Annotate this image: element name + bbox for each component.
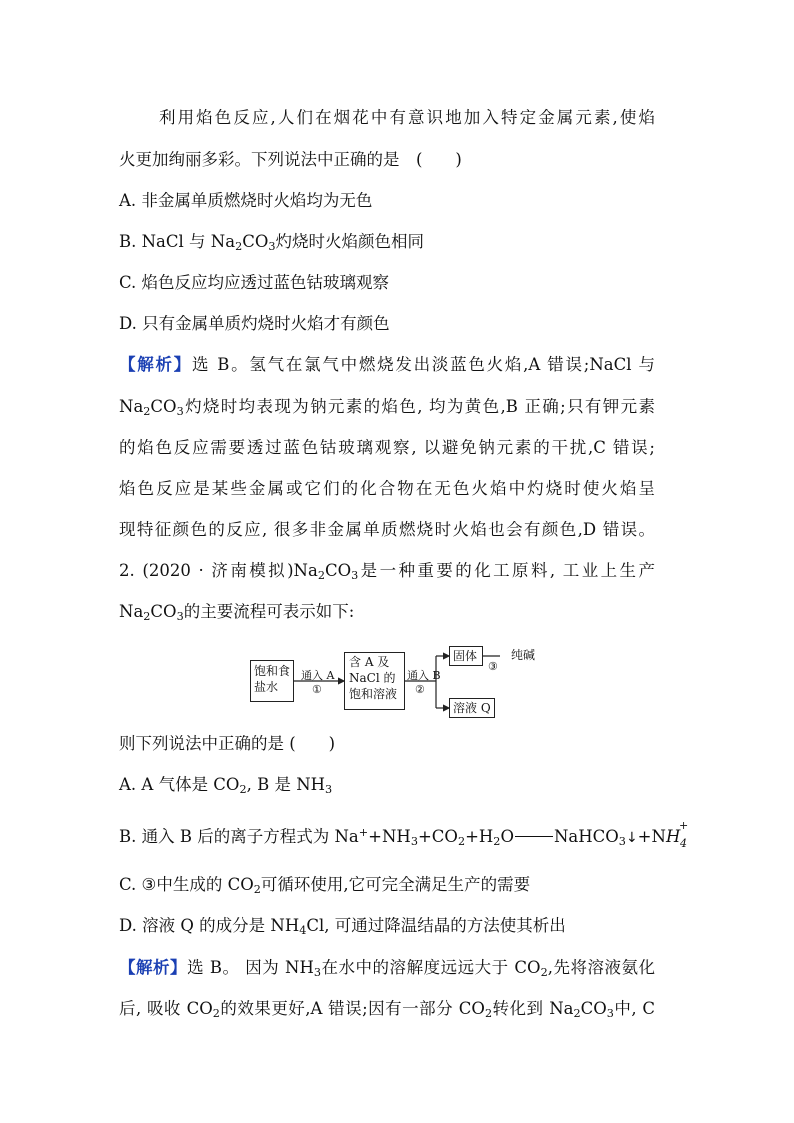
q1-answer-line3: 的焰色反应需要透过蓝色钴玻璃观察, 以避免钠元素的干扰,C 错误; (119, 438, 655, 457)
q2-answer-line1: 【解析】选 B。 因为 $NH_3$在水中的溶解度远远大于 $CO_2$,先将溶液氨化 (119, 958, 656, 979)
q2-option-b: B. 通入 B 后的离子方程式为 $Na^++NH_3+CO_2+H_2O$ NaHCO$_3$↓+NH 4 + (119, 819, 689, 851)
flow-step1-number: ① (312, 683, 322, 696)
q1-option-b: B. NaCl 与 $Na_2CO_3$灼烧时火焰颜色相同 (119, 232, 424, 253)
flow-box-solution-q: 溶液 Q (449, 698, 495, 718)
flow-step3-number: ③ (488, 660, 498, 673)
flow-box-soda-ash: 纯碱 (508, 646, 544, 666)
q1-stem-line1: 利用焰色反应,人们在烟花中有意识地加入特定金属元素,使焰 (159, 108, 655, 127)
flow-step2-number: ② (415, 683, 425, 696)
q1-option-c: C. 焰色反应均应透过蓝色钴玻璃观察 (119, 273, 390, 292)
q2-prompt: 则下列说法中正确的是 ( ) (119, 734, 336, 753)
answer-tag: 【解析】 (119, 958, 188, 977)
q1-answer-line4: 焰色反应是某些金属或它们的化合物在无色火焰中灼烧时使火焰呈 (119, 479, 655, 498)
q2-stem-line1: 2. (2020 · 济南模拟)$Na_2CO_3$是一种重要的化工原料, 工业上生产 (119, 561, 655, 582)
process-flow-diagram (250, 648, 536, 720)
flow-box-saturated-brine: 饱和食盐水 (250, 660, 294, 702)
q1-stem-line2: 火更加绚丽多彩。下列说法中正确的是 ( ) (119, 150, 462, 169)
q2-option-a: A. A 气体是 $CO_2$, B 是 $NH_3$ (119, 775, 333, 796)
q1-answer-line2: $Na_2CO_3$灼烧时均表现为钠元素的焰色, 均为黄色,B 正确;只有钾元素 (119, 397, 655, 418)
ammonium-ion: H 4 + (665, 819, 689, 851)
q1-answer-line5: 现特征颜色的反应, 很多非金属单质燃烧时火焰也会有颜色,D 错误。 (119, 520, 655, 539)
q1-answer-line1: 【解析】选 B。氢气在氯气中燃烧发出淡蓝色火焰,A 错误;NaCl 与 (119, 355, 655, 374)
answer-tag: 【解析】 (119, 355, 192, 374)
precipitate-arrow-icon: ↓ (625, 830, 638, 847)
q2-stem-line2: $Na_2CO_3$的主要流程可表示如下: (119, 602, 355, 623)
flow-step2-label: 通入 B (407, 669, 441, 682)
q1-option-d: D. 只有金属单质灼烧时火焰才有颜色 (119, 314, 390, 333)
q2-option-d: D. 溶液 Q 的成分是 $NH_4Cl$, 可通过降温结晶的方法使其析出 (119, 916, 566, 937)
flow-step1-label: 通入 A (301, 669, 335, 682)
q2-answer-line2: 后, 吸收 $CO_2$的效果更好,A 错误;因有一部分 $CO_2$转化到 $Na_2CO_3$中, C (119, 999, 655, 1020)
flow-box-solid: 固体 (449, 646, 483, 666)
flow-box-saturated-solution: 含 A 及 NaCl 的饱和溶液 (344, 652, 405, 710)
q2-option-c: C. ③中生成的 $CO_2$可循环使用,它可完全满足生产的需要 (119, 875, 531, 896)
q1-option-a: A. 非金属单质燃烧时火焰均为无色 (119, 191, 373, 210)
equals-line (515, 836, 553, 837)
